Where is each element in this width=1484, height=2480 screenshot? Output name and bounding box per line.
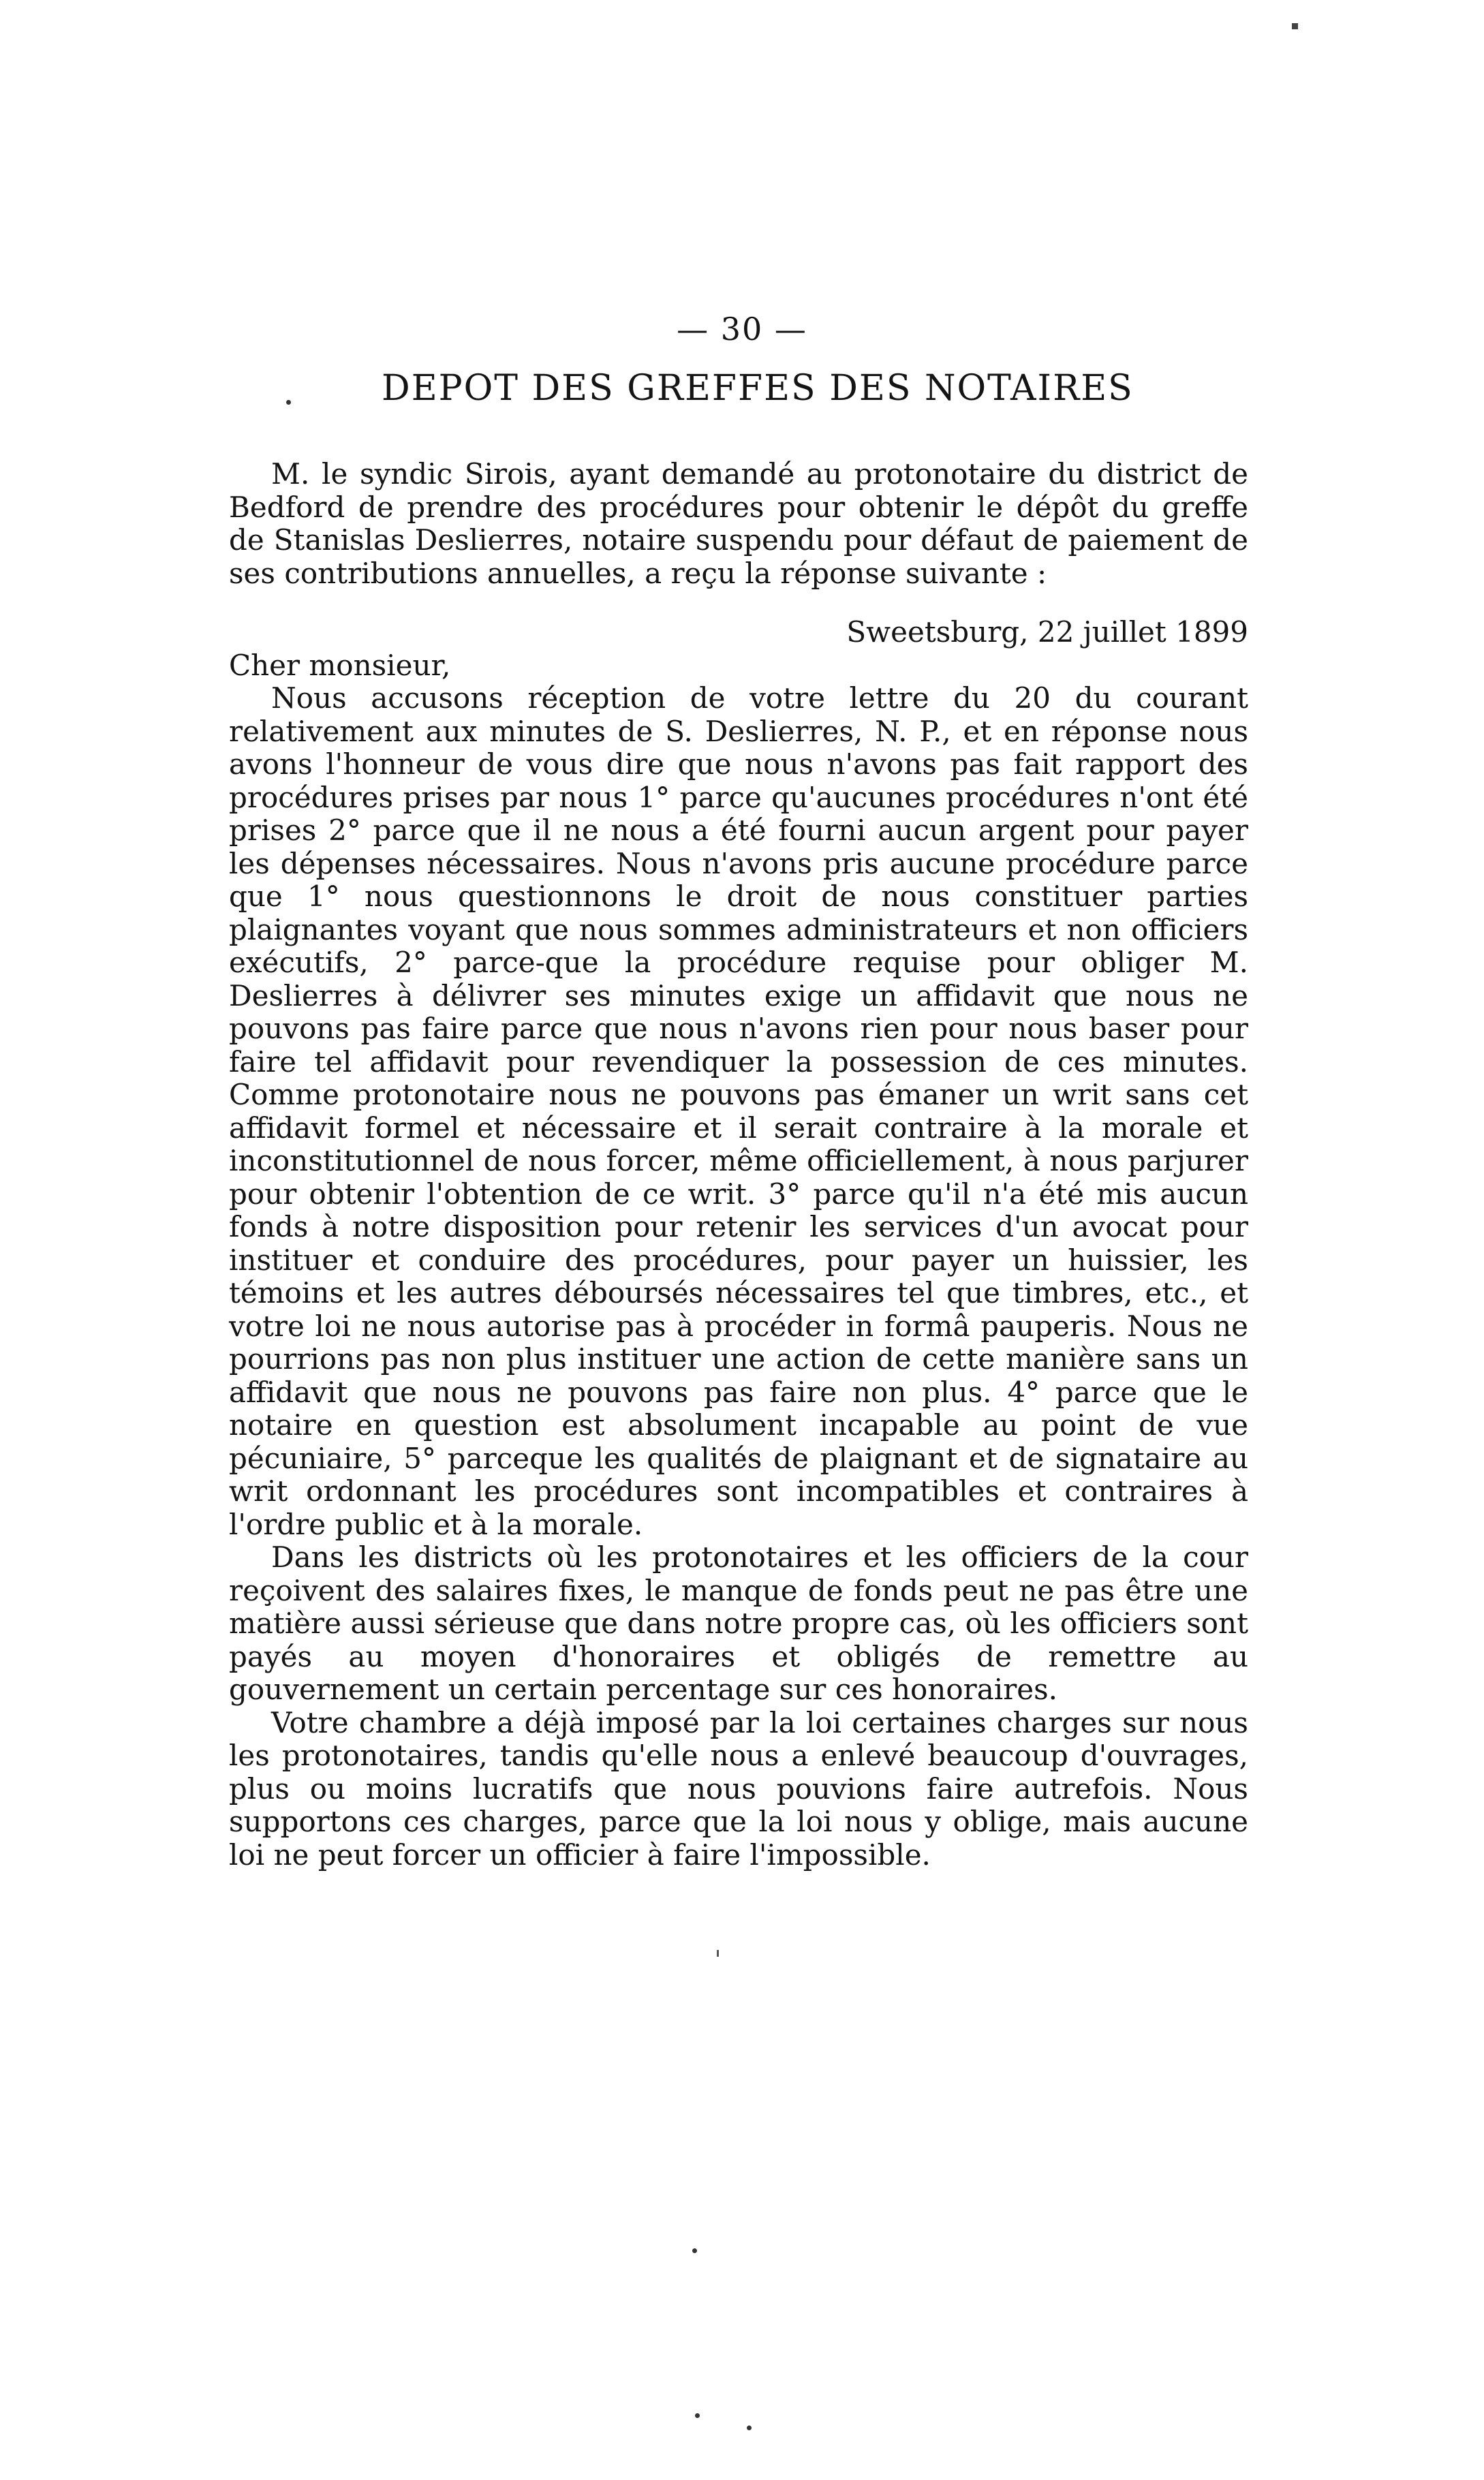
letter-paragraph-1: Nous accusons réception de votre lettre du 20 du courant relativement aux minutes de S. Deslierres, N. P., et en réponse nous avons l'honneur de vous dire que nous n'avons pas fait rapport des procédures prises par nous 1° parce qu'aucunes procédures n'ont été prises 2° parce que il ne nous a été fourni aucun argent pour payer les dépenses nécessaires. Nous n'avons pris aucune procédure parce que 1° nous questionnons le droit de nous constituer parties plaignantes voyant que nous sommes administrateurs et non officiers exécutifs, 2° parce-que la procédure requise pour obliger M. Deslierres à délivrer ses minutes exige un affidavit que nous ne pouvons pas faire parce que nous n'avons rien pour nous baser pour faire tel affidavit pour revendiquer la possession de ces minutes. Comme protonotaire nous ne pouvons pas émaner un writ sans cet affidavit formel et nécessaire et il serait contraire à la morale et inconstitutionnel de nous forcer, même officiellement, à nous parjurer pour obtenir l'obtention de ce writ. 3° parce qu'il n'a été mis aucun fonds à notre disposition pour retenir les services d'un avocat pour instituer et conduire des procédures, pour payer un huissier, les témoins et les autres déboursés nécessaires tel que timbres, etc., et votre loi ne nous autorise pas à procéder in formâ pauperis. Nous ne pourrions pas non plus instituer une action de cette manière sans un affidavit que nous ne pouvons pas faire non plus. 4° parce que le notaire en question est absolument incapable au point de vue pécuniaire, 5° parceque les qualités de plaignant et de signataire au writ ordonnant les procédures sont incompatibles et contraires à l'ordre public et à la morale. [229, 681, 1248, 1541]
dateline: Sweetsburg, 22 juillet 1899 [846, 615, 1248, 649]
letter-paragraph-2: Dans les districts où les protonotaires et les officiers de la cour reçoivent des salaires fixes, le manque de fonds peut ne pas être une matière aussi sérieuse que dans notre propre cas, où les officiers sont payés au moyen d'honoraires et obligés de remettre au gouvernement un certain percentage sur ces honoraires. [229, 1540, 1248, 1706]
bullet-dot [286, 400, 291, 405]
page-number: — 30 — [677, 311, 807, 347]
letter-paragraph-3: Votre chambre a déjà imposé par la loi certaines charges sur nous les protonotaires, tandis qu'elle nous a enlevé beaucoup d'ouvrages, plus ou moins lucratifs que nous pouvions faire autrefois. Nous supportons ces charges, parce que la loi nous y oblige, mais aucune loi ne peut forcer un officier à faire l'impossible. [229, 1705, 1248, 1872]
salutation: Cher monsieur, [229, 648, 451, 682]
scan-speck [717, 1950, 719, 1957]
page-title: DEPOT DES GREFFES DES NOTAIRES [382, 368, 1134, 409]
scan-speck [1292, 23, 1298, 29]
intro-paragraph: M. le syndic Sirois, ayant demandé au protonotaire du district de Bedford de prendre des procédures pour obtenir le dépôt du greffe de Stanislas Deslierres, notaire suspendu pour défaut de paiement de ses contributions annuelles, a reçu la réponse suivante : [229, 457, 1248, 590]
scan-speck [692, 2248, 697, 2253]
scan-speck [695, 2413, 700, 2418]
letter-body [229, 458, 1248, 1872]
scan-speck [747, 2425, 752, 2430]
